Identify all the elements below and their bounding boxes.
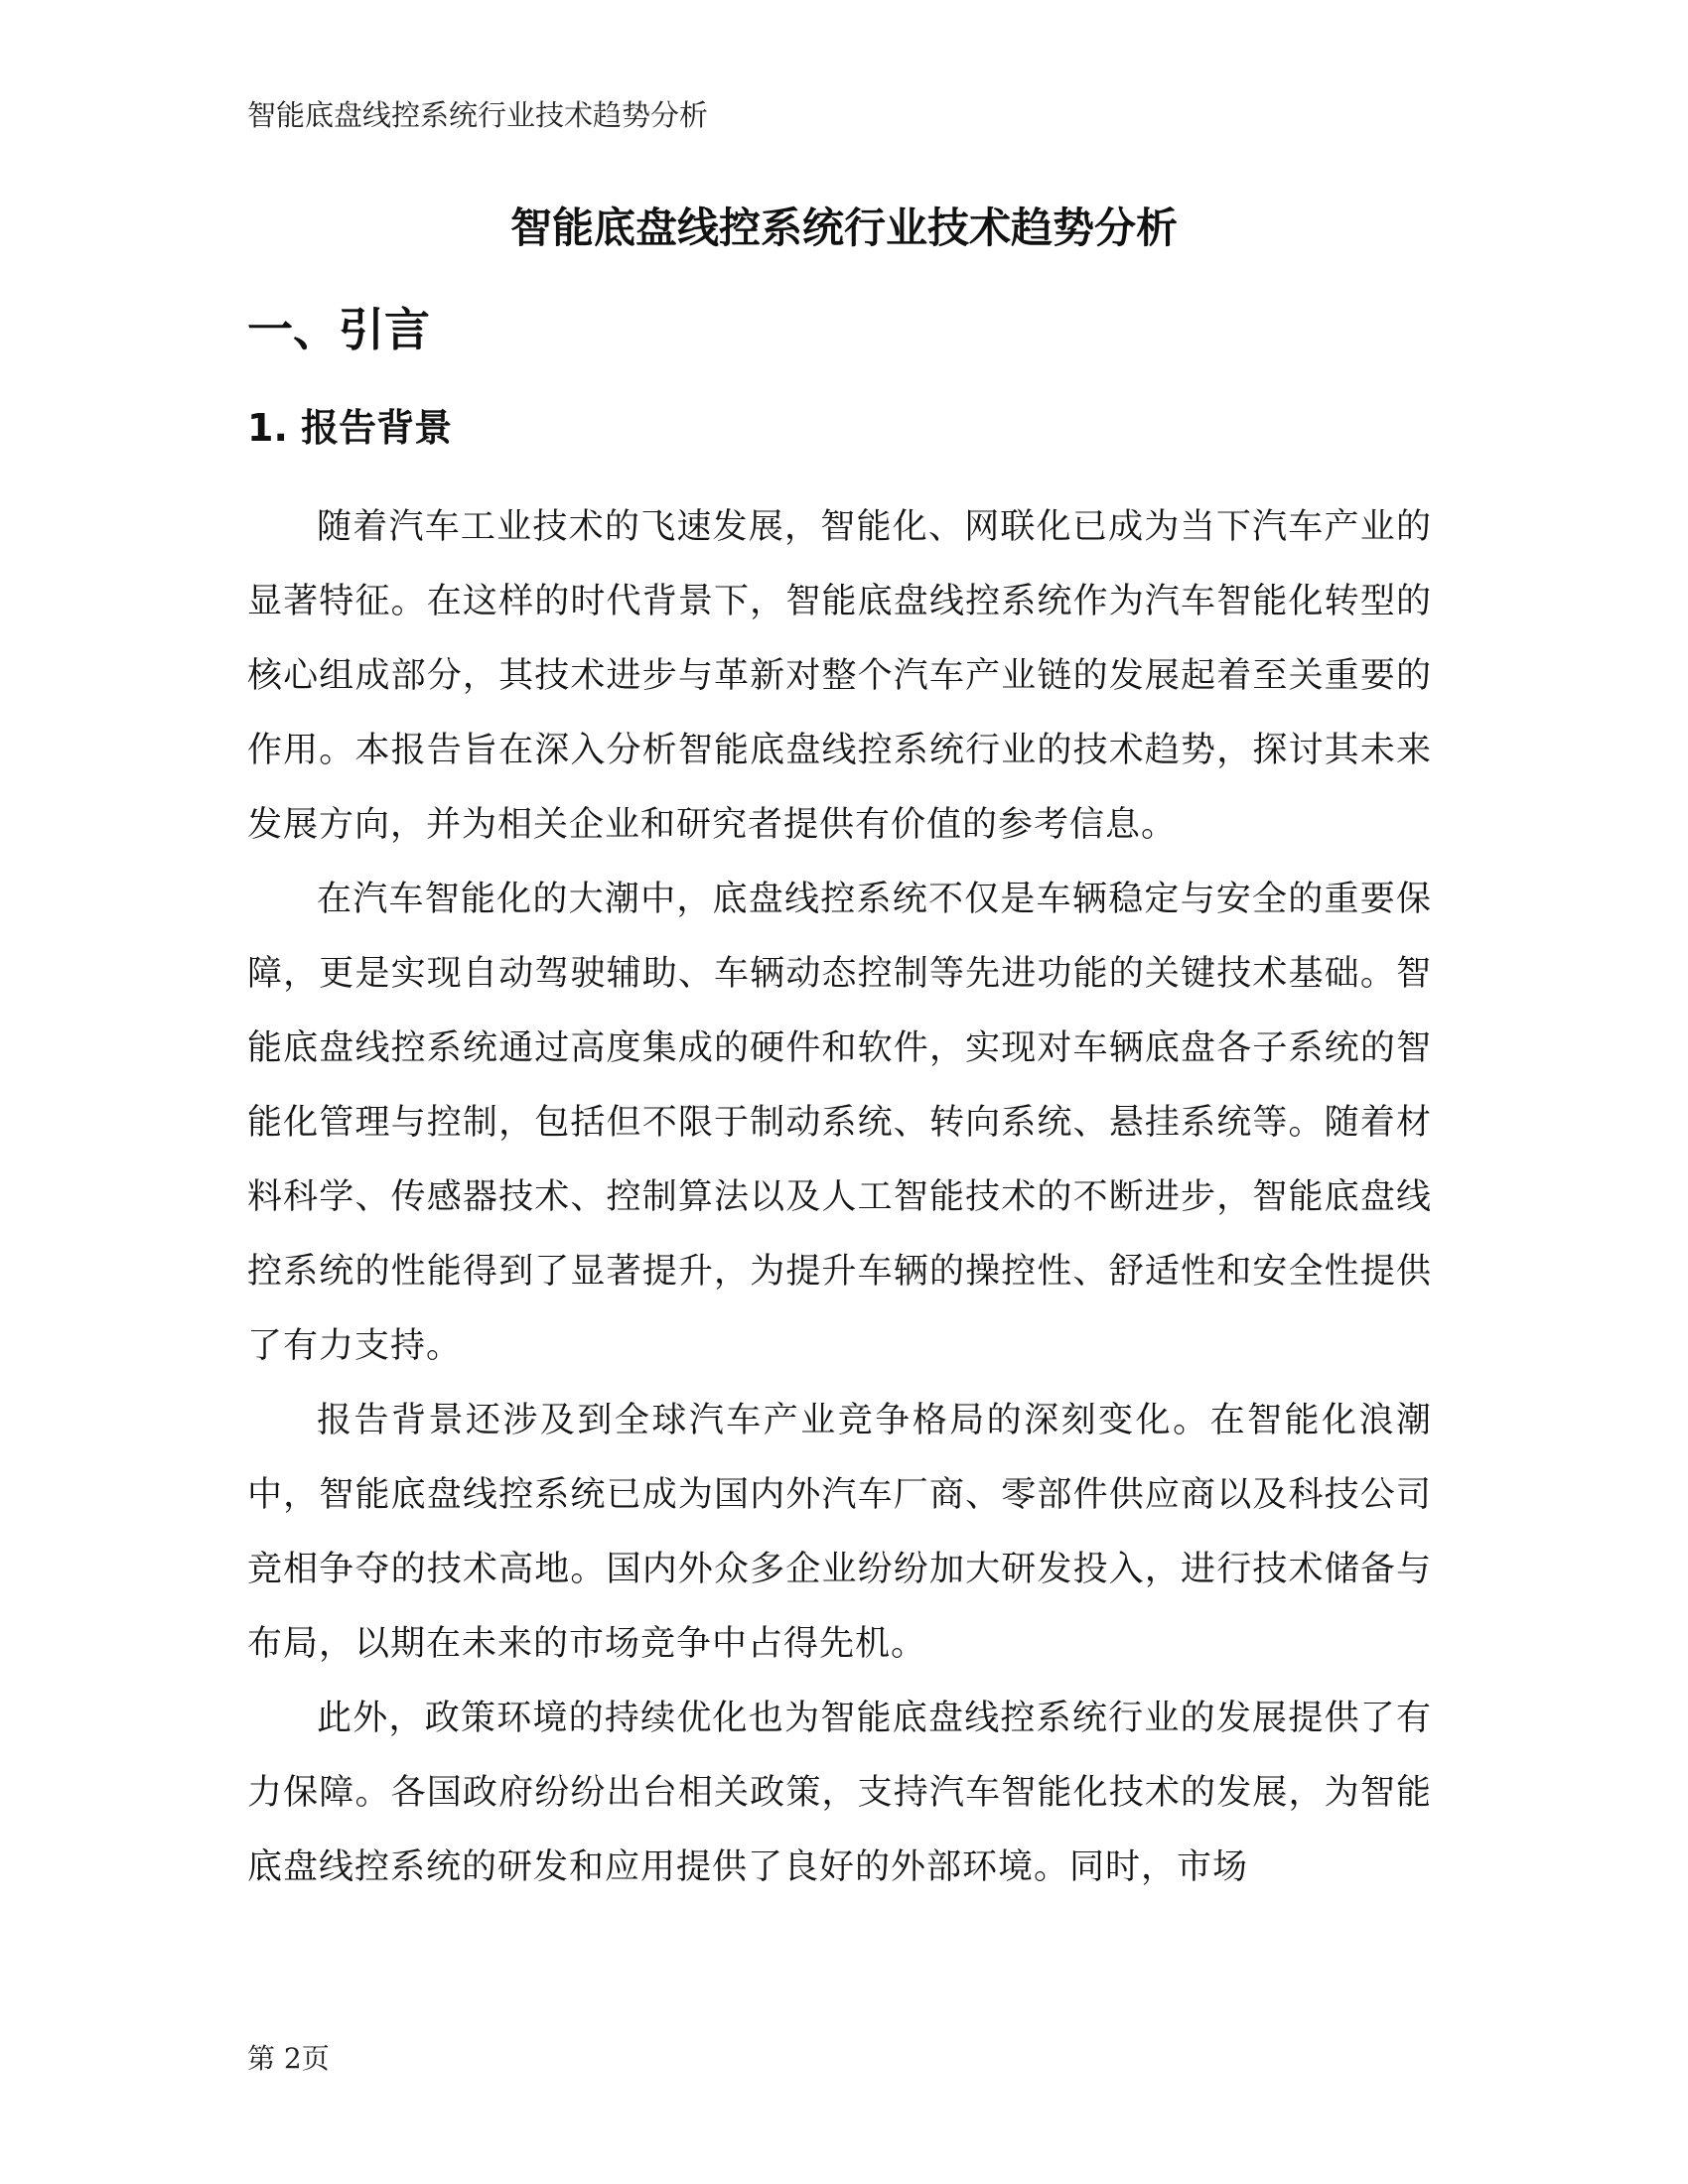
running-header: 智能底盘线控系统行业技术趋势分析: [247, 98, 709, 132]
paragraph-4: 此外，政策环境的持续优化也为智能底盘线控系统行业的发展提供了有力保障。各国政府纷纷出台相关政策，支持汽车智能化技术的发展，为智能底盘线控系统的研发和应用提供了良好的外部环境。同时，市场: [247, 1699, 1432, 1887]
subsection-heading: 1. 报告背景: [247, 406, 453, 450]
body-text: [247, 490, 1432, 1905]
paragraph-3: 报告背景还涉及到全球汽车产业竞争格局的深刻变化。在智能化浪潮中，智能底盘线控系统已成为国内外汽车厂商、零部件供应商以及科技公司竞相争夺的技术高地。国内外众多企业纷纷加大研发投入，进行技术储备与布局，以期在未来的市场竞争中占得先机。: [247, 1401, 1432, 1664]
paragraph-1: 随着汽车工业技术的飞速发展，智能化、网联化已成为当下汽车产业的显著特征。在这样的时代背景下，智能底盘线控系统作为汽车智能化转型的核心组成部分，其技术进步与革新对整个汽车产业链的发展起着至关重要的作用。本报告旨在深入分析智能底盘线控系统行业的技术趋势，探讨其未来发展方向，并为相关企业和研究者提供有价值的参考信息。: [247, 507, 1432, 845]
document-title: 智能底盘线控系统行业技术趋势分析: [509, 204, 1178, 252]
section-heading: 一、引言: [247, 303, 430, 356]
page-number: 第 2页: [247, 2042, 330, 2075]
paragraph-2: 在汽车智能化的大潮中，底盘线控系统不仅是车辆稳定与安全的重要保障，更是实现自动驾驶辅助、车辆动态控制等先进功能的关键技术基础。智能底盘线控系统通过高度集成的硬件和软件，实现对车辆底盘各子系统的智能化管理与控制，包括但不限于制动系统、转向系统、悬挂系统等。随着材料科学、传感器技术、控制算法以及人工智能技术的不断进步，智能底盘线控系统的性能得到了显著提升，为提升车辆的操控性、舒适性和安全性提供了有力支持。: [247, 880, 1432, 1366]
